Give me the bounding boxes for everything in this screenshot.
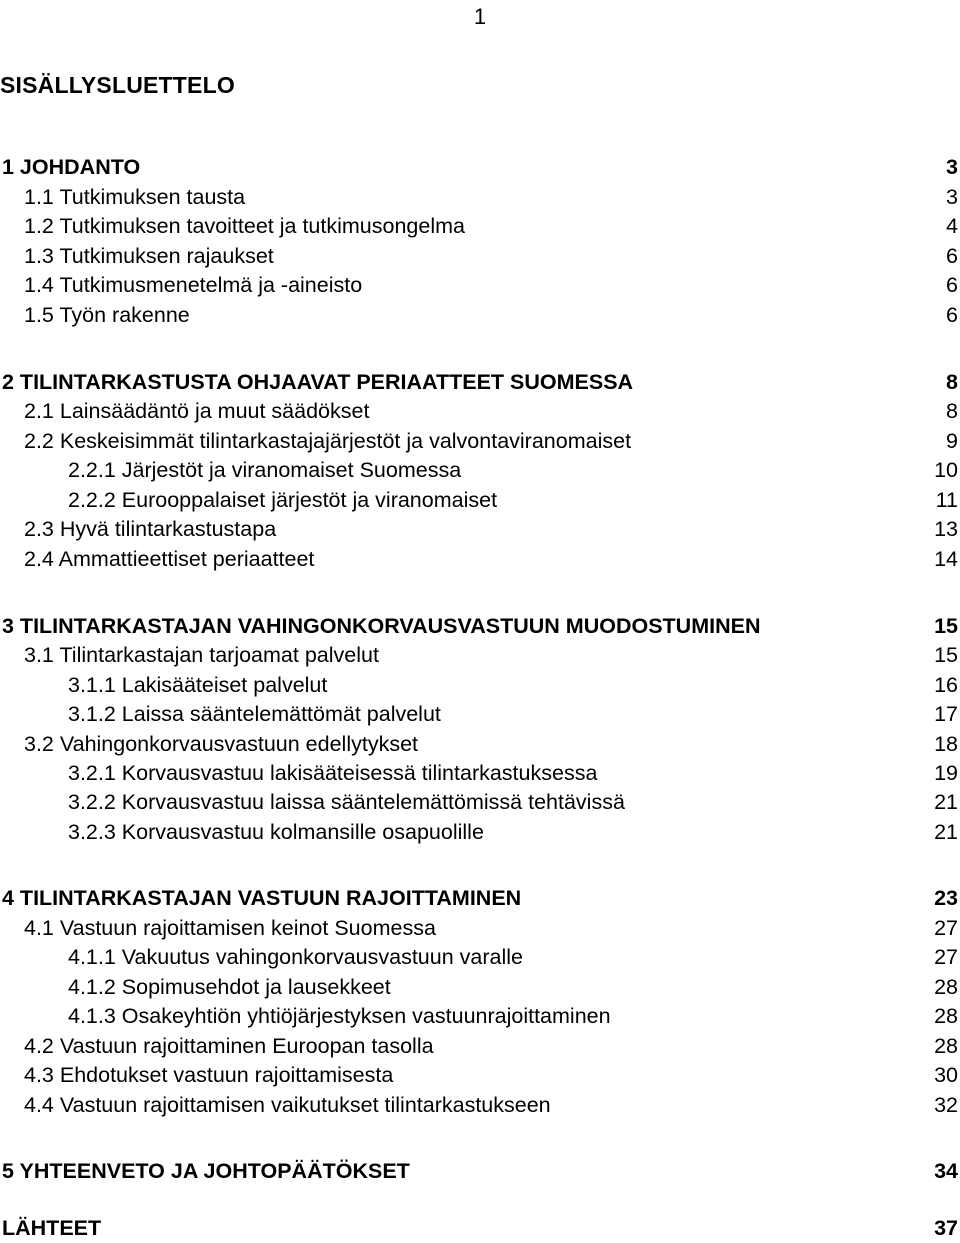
toc-entry-label: 4.1.3 Osakeyhtiön yhtiöjärjestyksen vastuunrajoittaminen xyxy=(68,1004,611,1028)
toc-heading: SISÄLLYSLUETTELO xyxy=(0,72,235,98)
toc-entry-page: 6 xyxy=(946,273,958,297)
toc-entry-label: 4.4 Vastuun rajoittamisen vaikutukset tilintarkastukseen xyxy=(24,1093,551,1117)
toc-entry-page: 9 xyxy=(946,429,958,453)
toc-entry xyxy=(0,301,960,330)
toc-entry xyxy=(0,212,960,241)
toc-entry-page: 21 xyxy=(934,820,958,844)
toc-entry xyxy=(0,515,960,544)
toc-entry-label: 1 JOHDANTO xyxy=(2,155,141,179)
toc-entry-page: 28 xyxy=(934,975,958,999)
toc-chapter-entry xyxy=(0,612,960,641)
toc-entry-label: 3.1 Tilintarkastajan tarjoamat palvelut xyxy=(24,643,379,667)
toc-entry-page: 14 xyxy=(934,547,958,571)
toc-chapter-entry xyxy=(0,1214,960,1243)
toc-entry-label: 2 TILINTARKASTUSTA OHJAAVAT PERIAATTEET SUOMESSA xyxy=(2,370,634,394)
toc-entry-page: 11 xyxy=(935,488,958,512)
toc-entry xyxy=(0,486,960,515)
toc-entry-page: 6 xyxy=(946,244,958,268)
toc-entry xyxy=(0,427,960,456)
toc-entry-page: 27 xyxy=(934,916,958,940)
toc-entry-label: 4.1.1 Vakuutus vahingonkorvausvastuun varalle xyxy=(68,945,523,969)
toc-entry xyxy=(0,671,960,700)
toc-entry xyxy=(0,700,960,729)
toc-entry-page: 8 xyxy=(946,399,958,423)
toc-entry-label: 2.1 Lainsäädäntö ja muut säädökset xyxy=(24,399,370,423)
toc-entry-label: 2.3 Hyvä tilintarkastustapa xyxy=(24,517,277,541)
toc-entry-page: 19 xyxy=(934,761,958,785)
toc-chapter-entry xyxy=(0,153,960,182)
toc-entry-label: 1.4 Tutkimusmenetelmä ja -aineisto xyxy=(24,273,363,297)
toc-entry xyxy=(0,641,960,670)
toc-entry-page: 28 xyxy=(934,1004,958,1028)
toc-entry-label: 2.2 Keskeisimmät tilintarkastajajärjestöt ja valvontaviranomaiset xyxy=(24,429,632,453)
toc-entry xyxy=(0,943,960,972)
toc-entry-label: 3.2.3 Korvausvastuu kolmansille osapuolille xyxy=(68,820,484,844)
toc-entry-label: 4.3 Ehdotukset vastuun rajoittamisesta xyxy=(24,1063,394,1087)
toc-entry xyxy=(0,397,960,426)
toc-entry-page: 28 xyxy=(934,1034,958,1058)
toc-entry-label: 1.5 Työn rakenne xyxy=(24,303,190,327)
toc-entry-label: 2.2.1 Järjestöt ja viranomaiset Suomessa xyxy=(68,458,462,482)
toc-entry xyxy=(0,973,960,1002)
toc-entry-label: 3 TILINTARKASTAJAN VAHINGONKORVAUSVASTUUN MUODOSTUMINEN xyxy=(2,614,761,638)
toc-entry-page: 21 xyxy=(934,790,958,814)
toc-entry-label: 4.1.2 Sopimusehdot ja lausekkeet xyxy=(68,975,391,999)
toc-chapter-entry xyxy=(0,368,960,397)
toc-entry-page: 15 xyxy=(934,643,958,667)
toc-entry-page: 34 xyxy=(934,1159,958,1183)
toc-entry-label: 4 TILINTARKASTAJAN VASTUUN RAJOITTAMINEN xyxy=(2,886,522,910)
toc-entry xyxy=(0,914,960,943)
toc-entry-page: 3 xyxy=(946,185,958,209)
toc-chapter-entry xyxy=(0,1157,960,1186)
page-number: 1 xyxy=(473,4,487,29)
toc-entry xyxy=(0,271,960,300)
toc-entry xyxy=(0,1091,960,1120)
toc-entry xyxy=(0,759,960,788)
toc-entry-page: 13 xyxy=(934,517,958,541)
toc-entry xyxy=(0,730,960,759)
toc-entry-label: LÄHTEET xyxy=(2,1216,102,1240)
toc-entry-page: 32 xyxy=(934,1093,958,1117)
toc-entry xyxy=(0,788,960,817)
toc-entry-label: 4.2 Vastuun rajoittaminen Euroopan tasolla xyxy=(24,1034,434,1058)
toc-entry xyxy=(0,456,960,485)
toc-entry-label: 1.2 Tutkimuksen tavoitteet ja tutkimusongelma xyxy=(24,214,465,238)
toc-entry-label: 3.2.2 Korvausvastuu laissa sääntelemättömissä tehtävissä xyxy=(68,790,625,814)
toc-entry-label: 3.2.1 Korvausvastuu lakisääteisessä tilintarkastuksessa xyxy=(68,761,598,785)
toc-entry-label: 1.3 Tutkimuksen rajaukset xyxy=(24,244,274,268)
toc-entry-label: 3.1.2 Laissa sääntelemättömät palvelut xyxy=(68,702,441,726)
toc-entry-label: 1.1 Tutkimuksen tausta xyxy=(24,185,246,209)
toc-chapter-entry xyxy=(0,884,960,913)
toc-entry xyxy=(0,818,960,847)
toc-entry-page: 18 xyxy=(934,732,958,756)
toc-entry-page: 4 xyxy=(946,214,958,238)
toc-entry-page: 15 xyxy=(934,614,958,638)
toc-entry-page: 8 xyxy=(946,370,958,394)
toc-entry-label: 2.4 Ammattieettiset periaatteet xyxy=(24,547,315,571)
toc-entry-page: 10 xyxy=(934,458,958,482)
toc-entry-page: 27 xyxy=(934,945,958,969)
toc-entry-page: 16 xyxy=(934,673,958,697)
toc-entry-page: 30 xyxy=(934,1063,958,1087)
toc-entry xyxy=(0,1002,960,1031)
toc-entry-page: 37 xyxy=(934,1216,958,1240)
toc-entry xyxy=(0,545,960,574)
toc-entry-page: 3 xyxy=(946,155,958,179)
toc-entry xyxy=(0,242,960,271)
toc-entry xyxy=(0,183,960,212)
toc-entry-page: 17 xyxy=(934,702,958,726)
toc-entry-label: 4.1 Vastuun rajoittamisen keinot Suomessa xyxy=(24,916,436,940)
toc-entry xyxy=(0,1032,960,1061)
toc-entry xyxy=(0,1061,960,1090)
toc-entry-page: 6 xyxy=(946,303,958,327)
toc-entry-label: 2.2.2 Eurooppalaiset järjestöt ja viranomaiset xyxy=(68,488,498,512)
toc-entry-page: 23 xyxy=(934,886,958,910)
toc-entry-label: 5 YHTEENVETO JA JOHTOPÄÄTÖKSET xyxy=(2,1159,410,1183)
toc-entry-label: 3.1.1 Lakisääteiset palvelut xyxy=(68,673,328,697)
toc-entry-label: 3.2 Vahingonkorvausvastuun edellytykset xyxy=(24,732,419,756)
